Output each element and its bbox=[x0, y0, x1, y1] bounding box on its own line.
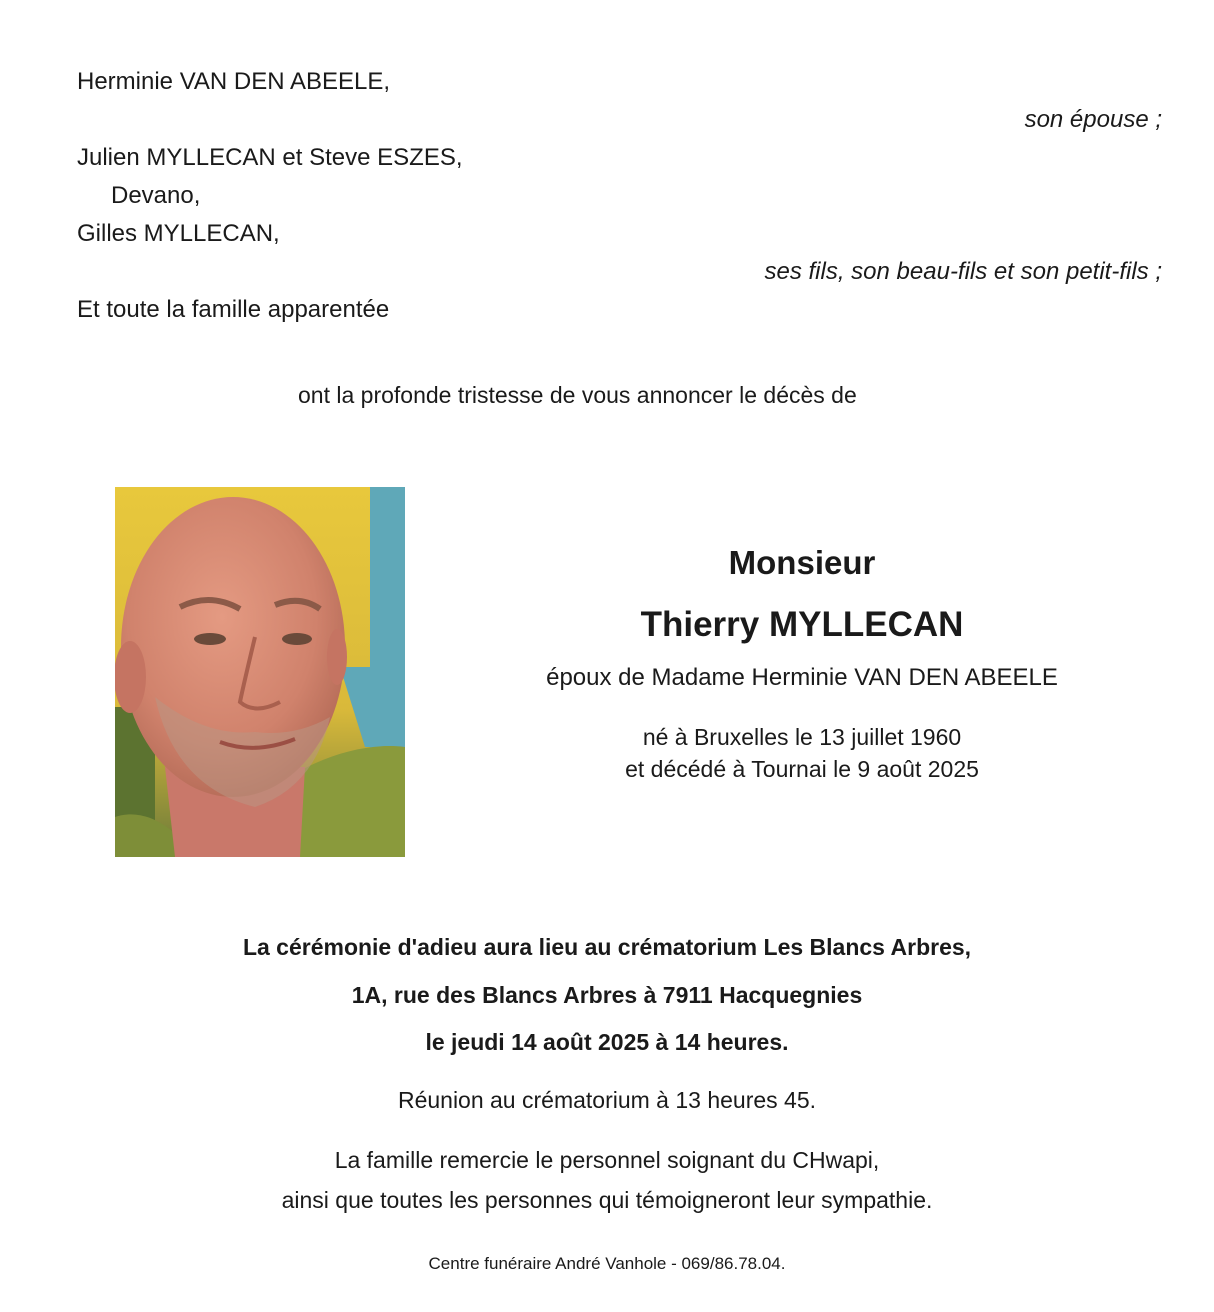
children-relation: ses fils, son beau-fils et son petit-fils ; bbox=[764, 258, 1162, 285]
extended-family: Et toute la famille apparentée bbox=[77, 296, 390, 323]
thanks-line-1: La famille remercie le personnel soignant du CHwapi, bbox=[334, 1147, 880, 1173]
ceremony-address: 1A, rue des Blancs Arbres à 7911 Hacquegnies bbox=[351, 982, 863, 1008]
deceased-spouse-line: époux de Madame Herminie VAN DEN ABEELE bbox=[546, 664, 1058, 691]
child-name: Julien MYLLECAN et Steve ESZES, bbox=[77, 144, 463, 171]
thanks-line-2: ainsi que toutes les personnes qui témoigneront leur sympathie. bbox=[281, 1187, 933, 1213]
child-name: Gilles MYLLECAN, bbox=[77, 220, 280, 247]
funeral-home-footer: Centre funéraire André Vanhole - 069/86.78.04. bbox=[428, 1254, 786, 1273]
spouse-relation: son épouse ; bbox=[1024, 106, 1162, 133]
deceased-name: Thierry MYLLECAN bbox=[640, 605, 964, 644]
meeting-info: Réunion au crématorium à 13 heures 45. bbox=[397, 1087, 817, 1113]
death-info: et décédé à Tournai le 9 août 2025 bbox=[625, 756, 979, 782]
spouse-name: Herminie VAN DEN ABEELE, bbox=[77, 68, 390, 95]
ceremony-datetime: le jeudi 14 août 2025 à 14 heures. bbox=[425, 1029, 789, 1055]
grandchild-name: Devano, bbox=[111, 182, 201, 209]
birth-info: né à Bruxelles le 13 juillet 1960 bbox=[642, 724, 962, 750]
deceased-title: Monsieur bbox=[728, 544, 876, 581]
ceremony-line-1: La cérémonie d'adieu aura lieu au crématorium Les Blancs Arbres, bbox=[242, 934, 972, 960]
announcement-text: ont la profonde tristesse de vous annoncer le décès de bbox=[298, 382, 857, 408]
portrait-photo bbox=[115, 487, 405, 857]
